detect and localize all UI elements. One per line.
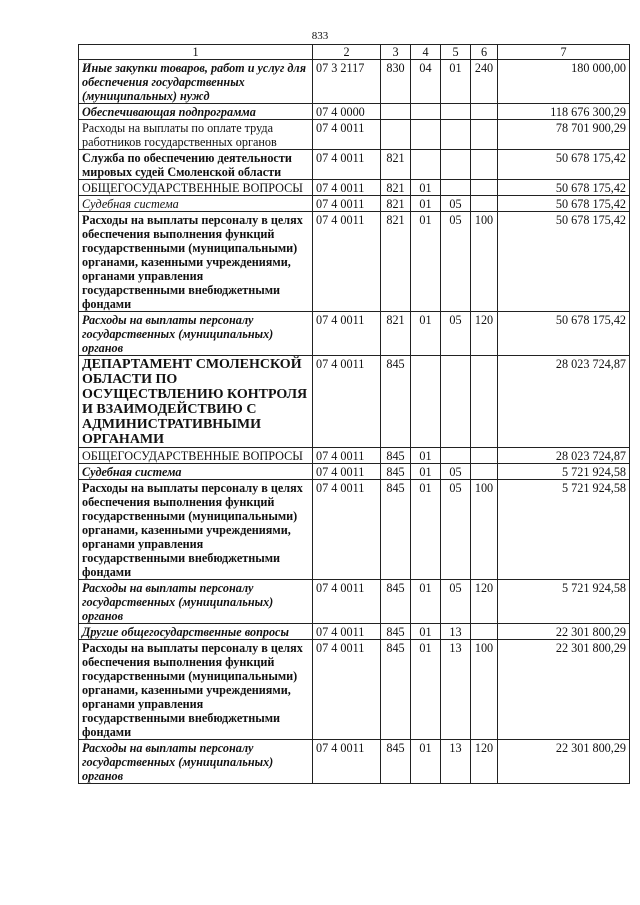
row-csr-code: 07 4 0011 — [313, 580, 381, 624]
row-expense-type-code — [471, 448, 498, 464]
table-row — [79, 196, 630, 212]
row-name: Расходы на выплаты персоналу в целях обеспечения выполнения функций государственными (муниципальными) органами, казенными учреждениями, органами управления государственными внебюджетными фондами — [79, 640, 313, 740]
row-section-code — [411, 356, 441, 448]
row-department-code: 821 — [381, 312, 411, 356]
column-header: 7 — [498, 45, 630, 60]
row-section-code: 01 — [411, 180, 441, 196]
row-subsection-code: 05 — [441, 212, 471, 312]
row-csr-code: 07 4 0011 — [313, 312, 381, 356]
row-csr-code: 07 4 0011 — [313, 464, 381, 480]
row-amount: 78 701 900,29 — [498, 120, 630, 150]
row-name: Иные закупки товаров, работ и услуг для обеспечения государственных (муниципальных) нужд — [79, 60, 313, 104]
row-expense-type-code — [471, 464, 498, 480]
row-expense-type-code — [471, 104, 498, 120]
row-csr-code: 07 4 0011 — [313, 212, 381, 312]
row-department-code: 821 — [381, 212, 411, 312]
row-section-code: 01 — [411, 464, 441, 480]
row-subsection-code — [441, 180, 471, 196]
row-expense-type-code — [471, 624, 498, 640]
row-amount: 50 678 175,42 — [498, 212, 630, 312]
column-header: 1 — [79, 45, 313, 60]
table-row — [79, 120, 630, 150]
row-name: Судебная система — [79, 196, 313, 212]
column-header: 2 — [313, 45, 381, 60]
row-amount: 5 721 924,58 — [498, 580, 630, 624]
row-amount: 50 678 175,42 — [498, 196, 630, 212]
table-row — [79, 60, 630, 104]
row-section-code: 01 — [411, 624, 441, 640]
page-number: 833 — [311, 30, 329, 42]
table-row — [79, 480, 630, 580]
row-subsection-code: 05 — [441, 312, 471, 356]
row-amount: 180 000,00 — [498, 60, 630, 104]
row-name: Обеспечивающая подпрограмма — [79, 104, 313, 120]
row-name: ОБЩЕГОСУДАРСТВЕННЫЕ ВОПРОСЫ — [79, 180, 313, 196]
table-body — [79, 60, 630, 784]
row-department-code: 845 — [381, 480, 411, 580]
row-expense-type-code: 120 — [471, 740, 498, 784]
row-section-code: 04 — [411, 60, 441, 104]
table-row — [79, 464, 630, 480]
row-amount: 22 301 800,29 — [498, 624, 630, 640]
row-subsection-code: 13 — [441, 740, 471, 784]
row-amount: 50 678 175,42 — [498, 312, 630, 356]
row-expense-type-code — [471, 120, 498, 150]
table-row — [79, 104, 630, 120]
column-number-row — [79, 45, 630, 60]
row-subsection-code: 01 — [441, 60, 471, 104]
row-name: ОБЩЕГОСУДАРСТВЕННЫЕ ВОПРОСЫ — [79, 448, 313, 464]
row-amount: 50 678 175,42 — [498, 150, 630, 180]
row-csr-code: 07 4 0011 — [313, 150, 381, 180]
table-row — [79, 212, 630, 312]
row-expense-type-code: 240 — [471, 60, 498, 104]
row-name: Другие общегосударственные вопросы — [79, 624, 313, 640]
row-name: Служба по обеспечению деятельности мировых судей Смоленской области — [79, 150, 313, 180]
row-department-code — [381, 104, 411, 120]
row-csr-code: 07 4 0011 — [313, 640, 381, 740]
row-expense-type-code: 120 — [471, 580, 498, 624]
row-department-code: 845 — [381, 356, 411, 448]
row-name: Расходы на выплаты персоналу в целях обеспечения выполнения функций государственными (муниципальными) органами, казенными учреждениями, органами управления государственными внебюджетными фондами — [79, 212, 313, 312]
row-subsection-code — [441, 150, 471, 180]
row-subsection-code: 05 — [441, 464, 471, 480]
row-expense-type-code — [471, 196, 498, 212]
row-department-code: 845 — [381, 740, 411, 784]
column-header: 6 — [471, 45, 498, 60]
row-section-code: 01 — [411, 640, 441, 740]
row-name: Расходы на выплаты персоналу государственных (муниципальных) органов — [79, 312, 313, 356]
row-department-code: 821 — [381, 150, 411, 180]
row-section-code: 01 — [411, 740, 441, 784]
row-csr-code: 07 4 0011 — [313, 120, 381, 150]
row-expense-type-code — [471, 356, 498, 448]
row-section-code: 01 — [411, 312, 441, 356]
row-name: Расходы на выплаты персоналу государственных (муниципальных) органов — [79, 740, 313, 784]
row-subsection-code — [441, 448, 471, 464]
row-section-code — [411, 120, 441, 150]
row-department-code: 845 — [381, 640, 411, 740]
row-subsection-code: 13 — [441, 624, 471, 640]
row-csr-code: 07 4 0011 — [313, 448, 381, 464]
table-row — [79, 624, 630, 640]
row-section-code — [411, 150, 441, 180]
row-department-code: 821 — [381, 196, 411, 212]
column-header: 4 — [411, 45, 441, 60]
row-amount: 22 301 800,29 — [498, 640, 630, 740]
row-department-code: 830 — [381, 60, 411, 104]
table-row — [79, 356, 630, 448]
row-subsection-code — [441, 104, 471, 120]
row-department-code — [381, 120, 411, 150]
row-subsection-code: 05 — [441, 196, 471, 212]
budget-table — [78, 44, 630, 784]
row-department-code: 845 — [381, 448, 411, 464]
row-name: Расходы на выплаты персоналу государственных (муниципальных) органов — [79, 580, 313, 624]
row-section-code — [411, 104, 441, 120]
row-amount: 22 301 800,29 — [498, 740, 630, 784]
row-subsection-code: 13 — [441, 640, 471, 740]
row-section-code: 01 — [411, 212, 441, 312]
row-subsection-code: 05 — [441, 580, 471, 624]
column-header: 3 — [381, 45, 411, 60]
row-expense-type-code: 100 — [471, 640, 498, 740]
row-subsection-code — [441, 120, 471, 150]
row-csr-code: 07 4 0011 — [313, 180, 381, 196]
table-row — [79, 150, 630, 180]
row-section-code: 01 — [411, 480, 441, 580]
table-row — [79, 180, 630, 196]
row-amount: 28 023 724,87 — [498, 356, 630, 448]
row-department-code: 821 — [381, 180, 411, 196]
row-amount: 28 023 724,87 — [498, 448, 630, 464]
row-subsection-code — [441, 356, 471, 448]
row-csr-code: 07 4 0011 — [313, 196, 381, 212]
row-section-code: 01 — [411, 580, 441, 624]
row-amount: 5 721 924,58 — [498, 464, 630, 480]
column-header: 5 — [441, 45, 471, 60]
row-csr-code: 07 4 0000 — [313, 104, 381, 120]
row-expense-type-code — [471, 180, 498, 196]
row-department-code: 845 — [381, 580, 411, 624]
row-csr-code: 07 4 0011 — [313, 624, 381, 640]
table-row — [79, 448, 630, 464]
row-amount: 50 678 175,42 — [498, 180, 630, 196]
row-name: Расходы на выплаты по оплате труда работников государственных органов — [79, 120, 313, 150]
row-name: ДЕПАРТАМЕНТ СМОЛЕНСКОЙ ОБЛАСТИ ПО ОСУЩЕСТВЛЕНИЮ КОНТРОЛЯ И ВЗАИМОДЕЙСТВИЮ С АДМИНИСТРАТИВНЫМИ ОРГАНАМИ — [79, 356, 313, 448]
row-expense-type-code: 100 — [471, 212, 498, 312]
table-row — [79, 640, 630, 740]
row-department-code: 845 — [381, 624, 411, 640]
row-csr-code: 07 4 0011 — [313, 356, 381, 448]
row-amount: 118 676 300,29 — [498, 104, 630, 120]
row-name: Судебная система — [79, 464, 313, 480]
row-name: Расходы на выплаты персоналу в целях обеспечения выполнения функций государственными (муниципальными) органами, казенными учреждениями, органами управления государственными внебюджетными фондами — [79, 480, 313, 580]
table-row — [79, 740, 630, 784]
table-row — [79, 580, 630, 624]
row-expense-type-code — [471, 150, 498, 180]
row-csr-code: 07 4 0011 — [313, 740, 381, 784]
table-row — [79, 312, 630, 356]
row-subsection-code: 05 — [441, 480, 471, 580]
row-department-code: 845 — [381, 464, 411, 480]
row-expense-type-code: 120 — [471, 312, 498, 356]
row-section-code: 01 — [411, 448, 441, 464]
row-csr-code: 07 4 0011 — [313, 480, 381, 580]
row-csr-code: 07 3 2117 — [313, 60, 381, 104]
row-expense-type-code: 100 — [471, 480, 498, 580]
row-section-code: 01 — [411, 196, 441, 212]
row-amount: 5 721 924,58 — [498, 480, 630, 580]
